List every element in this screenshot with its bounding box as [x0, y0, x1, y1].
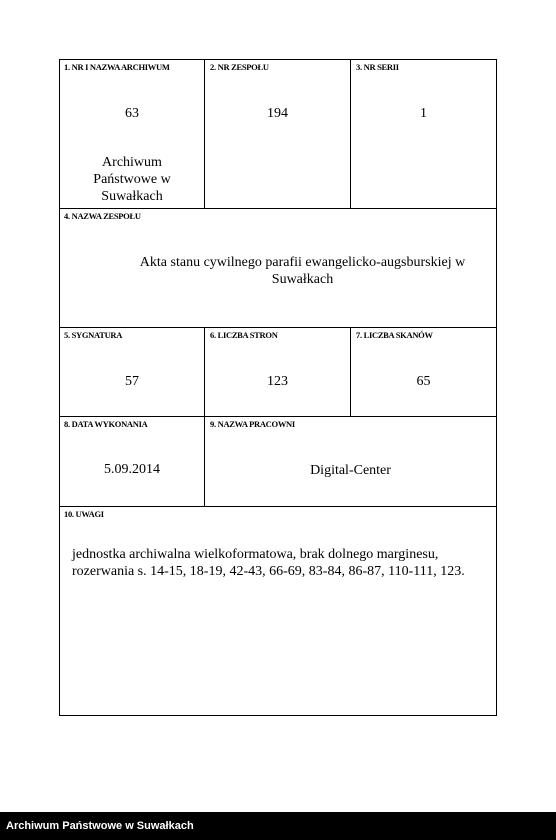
field-1-label: 1. NR I NAZWA ARCHIWUM	[64, 62, 170, 72]
field-7-label: 7. LICZBA SKANÓW	[356, 330, 433, 340]
field-6-label: 6. LICZBA STRON	[210, 330, 278, 340]
col-divider	[350, 327, 351, 417]
archive-number: 63	[125, 106, 139, 121]
studio-name: Digital-Center	[310, 463, 391, 478]
execution-date: 5.09.2014	[104, 462, 160, 477]
archive-name: Archiwum Państwowe w Suwałkach	[93, 155, 171, 204]
series-number: 1	[420, 106, 427, 121]
field-4-label: 4. NAZWA ZESPOŁU	[64, 211, 141, 221]
page-count: 123	[267, 374, 288, 389]
signature: 57	[125, 374, 139, 389]
footer-bar	[0, 812, 556, 840]
field-10-label: 10. UWAGI	[64, 509, 104, 519]
row-divider	[59, 208, 497, 209]
field-3-label: 3. NR SERII	[356, 62, 399, 72]
fonds-name: Akta stanu cywilnego parafii ewangelicko-augsburskiej w Suwałkach	[139, 255, 466, 287]
remarks: jednostka archiwalna wielkoformatowa, brak dolnego marginesu, rozerwania s. 14-15, 18-19, 42-43, 66-69, 83-84, 86-87, 110-111, 123.	[72, 547, 465, 579]
footer-archive-name: Archiwum Państwowe w Suwałkach	[6, 820, 194, 832]
col-divider	[204, 327, 205, 417]
fonds-number: 194	[267, 106, 288, 121]
col-divider	[204, 59, 205, 209]
field-2-label: 2. NR ZESPOŁU	[210, 62, 269, 72]
row-divider	[59, 416, 497, 417]
scan-count: 65	[416, 374, 431, 389]
field-8-label: 8. DATA WYKONANIA	[64, 419, 148, 429]
field-9-label: 9. NAZWA PRACOWNI	[210, 419, 295, 429]
row-divider	[59, 506, 497, 507]
col-divider	[350, 59, 351, 209]
field-5-label: 5. SYGNATURA	[64, 330, 123, 340]
row-divider	[59, 327, 497, 328]
